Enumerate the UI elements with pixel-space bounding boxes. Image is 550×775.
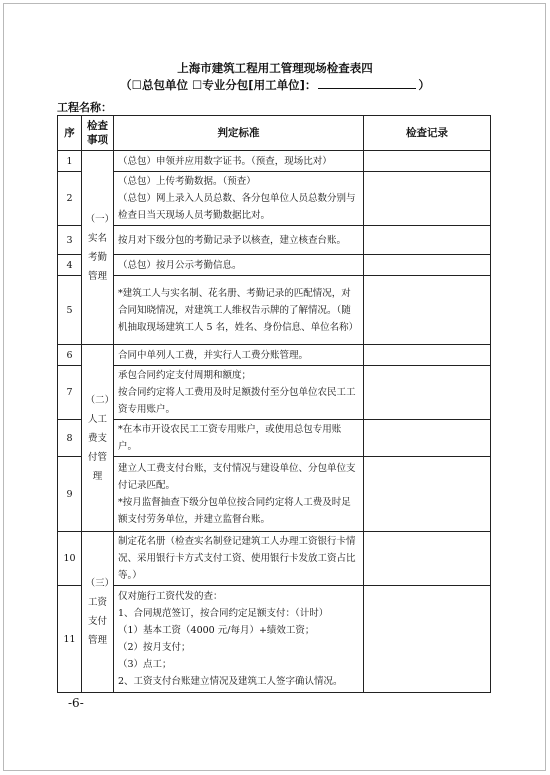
- table-header-row: [58, 116, 491, 151]
- fill-in-blank: [318, 77, 416, 89]
- table-row: [58, 586, 491, 693]
- page-number: -6-: [68, 696, 84, 710]
- table-row: [58, 345, 491, 366]
- table-row: [58, 366, 491, 420]
- row-seq: 4: [58, 255, 82, 276]
- row-seq: 10: [58, 532, 82, 586]
- category-cell: （三）工资支付管理: [82, 532, 114, 693]
- row-standard: *建筑工人与实名制、花名册、考勤记录的匹配情况，对合同知晓情况，对建筑工人维权告示牌的了解情况。（随机抽取现场建筑工人 5 名，姓名、身份信息、单位名称）: [114, 276, 364, 345]
- option-general-contractor: 总包单位: [141, 78, 188, 92]
- option-subcontractor: 专业分包[用工单位]：: [202, 78, 317, 92]
- row-seq: 11: [58, 586, 82, 693]
- row-standard: （总包）申领并应用数字证书。（预查，现场比对）: [114, 151, 364, 172]
- record-cell[interactable]: [364, 586, 491, 693]
- row-standard: 制定花名册（检查实名制登记建筑工人办理工资银行卡情况、采用银行卡方式支付工资、使用银行卡发放工资占比等。）: [114, 532, 364, 586]
- category-cell: （二）人工费支付管理: [82, 345, 114, 532]
- row-standard: 承包合同约定支付周期和额度； 按合同约定将人工费用及时足额拨付至分包单位农民工工资专用账户。: [114, 366, 364, 420]
- record-cell[interactable]: [364, 420, 491, 457]
- category-cell: （一）实名考勤管理: [82, 151, 114, 345]
- row-standard: 合同中单列人工费，并实行人工费分账管理。: [114, 345, 364, 366]
- record-cell[interactable]: [364, 457, 491, 532]
- row-seq: 1: [58, 151, 82, 172]
- table-row: [58, 151, 491, 172]
- row-standard: （总包）按月公示考勤信息。: [114, 255, 364, 276]
- page-title: 上海市建筑工程用工管理现场检查表四: [177, 61, 373, 75]
- inspection-table: [57, 115, 491, 693]
- row-seq: 3: [58, 226, 82, 255]
- record-cell[interactable]: [364, 345, 491, 366]
- table-row: [58, 420, 491, 457]
- row-seq: 7: [58, 366, 82, 420]
- record-cell[interactable]: [364, 276, 491, 345]
- subtitle-close-paren: ）: [418, 78, 430, 92]
- table-row: [58, 226, 491, 255]
- table-row: [58, 532, 491, 586]
- row-seq: 6: [58, 345, 82, 366]
- header-record: 检查记录: [364, 116, 491, 151]
- table-row: [58, 172, 491, 226]
- header-seq: 序: [58, 116, 82, 151]
- record-cell[interactable]: [364, 226, 491, 255]
- row-seq: 9: [58, 457, 82, 532]
- row-standard: 仅对施行工资代发的查： 1、合同规范签订，按合同约定足额支付：（计时） （1）基本工资（4000 元/每月）+绩效工资； （2）按月支付； （3）点工； 2、工资支付台账建立情况及建筑工人签字确认情况。: [114, 586, 364, 693]
- row-seq: 2: [58, 172, 82, 226]
- row-standard: *在本市开设农民工工资专用账户，或使用总包专用账户。: [114, 420, 364, 457]
- project-name-label: 工程名称：: [57, 101, 112, 114]
- checkbox-icon[interactable]: ☐: [131, 78, 142, 92]
- record-cell[interactable]: [364, 151, 491, 172]
- table-row: [58, 255, 491, 276]
- header-item: 检查事项: [82, 116, 114, 151]
- row-seq: 8: [58, 420, 82, 457]
- row-seq: 5: [58, 276, 82, 345]
- table-row: [58, 276, 491, 345]
- row-standard: （总包）上传考勤数据。（预查） （总包）网上录入人员总数、各分包单位人员总数分别与检查日当天现场人员考勤数据比对。: [114, 172, 364, 226]
- record-cell[interactable]: [364, 172, 491, 226]
- row-standard: 建立人工费支付台账，支付情况与建设单位、分包单位支付记录匹配。 *按月监督抽查下级分包单位按合同约定将人工费及时足额支付劳务单位，并建立监督台账。: [114, 457, 364, 532]
- page-subtitle: [0, 77, 550, 93]
- table-row: [58, 457, 491, 532]
- record-cell[interactable]: [364, 366, 491, 420]
- record-cell[interactable]: [364, 532, 491, 586]
- row-standard: 按月对下级分包的考勤记录予以核查，建立核查台账。: [114, 226, 364, 255]
- header-standard: 判定标准: [114, 116, 364, 151]
- record-cell[interactable]: [364, 255, 491, 276]
- subtitle-open-paren: （: [120, 78, 132, 92]
- checkbox-icon[interactable]: ☐: [192, 78, 203, 92]
